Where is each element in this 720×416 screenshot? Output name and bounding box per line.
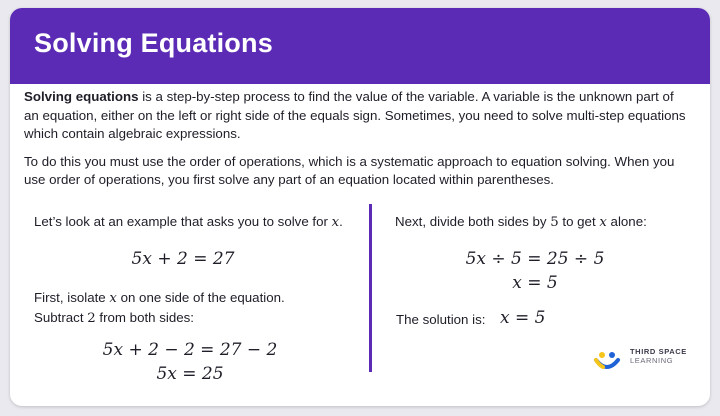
intro-bold-term: Solving equations <box>24 89 139 104</box>
header-banner <box>10 8 710 84</box>
step2-text-b: to get <box>558 214 600 229</box>
step2-text-c: alone: <box>606 214 647 229</box>
intro-paragraph-2: To do this you must use the order of operations, which is a systematic approach to equation solving. When you use order of operations, you first solve any part of an equation located within parentheses. <box>24 153 675 187</box>
step1-line2 <box>34 309 285 329</box>
step2-text-a: Next, divide both sides by <box>395 214 551 229</box>
solution-equation: x = 5 <box>500 308 546 328</box>
step2-instructions <box>395 214 647 230</box>
intro-text <box>24 88 689 199</box>
logo-line2: LEARNING <box>630 356 674 365</box>
step1-instructions <box>34 289 285 328</box>
logo-dot-yellow <box>599 352 605 358</box>
step2-work-line1: 5x ÷ 5 = 25 ÷ 5 <box>465 249 605 269</box>
step1-text-b: on one side of the equation. <box>116 290 285 305</box>
step2-variable: x <box>599 215 607 230</box>
step1-number: 2 <box>87 310 96 326</box>
logo-dot-blue <box>609 352 615 358</box>
column-divider <box>369 204 372 372</box>
solution-label: The solution is: <box>396 312 486 327</box>
logo-wordmark <box>630 347 687 365</box>
step1-text-d: from both sides: <box>95 309 194 325</box>
intro-paragraph-1-text: is a step-by-step process to find the value of the variable. A variable is the unknown part of an equation, either on the left or right side of the equals sign. Sometimes, you need to solve multi-step equations which contain algebraic expressions. <box>24 89 686 141</box>
step1-variable: x <box>109 291 117 306</box>
intro-paragraph-1 <box>24 88 689 144</box>
step1-work-line1: 5x + 2 − 2 = 27 − 2 <box>102 340 278 360</box>
page-title: Solving Equations <box>34 28 273 58</box>
step1-text-a: First, isolate <box>34 290 110 305</box>
step1-work-line2: 5x = 25 <box>156 364 224 384</box>
example-intro-text: Let’s look at an example that asks you to solve for <box>34 214 332 229</box>
example-intro-variable: x <box>331 215 340 230</box>
example-intro <box>34 214 343 230</box>
step2-work-line2: x = 5 <box>512 273 558 293</box>
step2-number: 5 <box>550 215 559 230</box>
example-equation: 5x + 2 = 27 <box>131 249 235 269</box>
example-intro-end: . <box>339 214 343 229</box>
step1-text-c: Subtract <box>34 309 88 325</box>
logo-line1: THIRD SPACE <box>630 347 687 356</box>
step1-line1 <box>34 289 285 309</box>
